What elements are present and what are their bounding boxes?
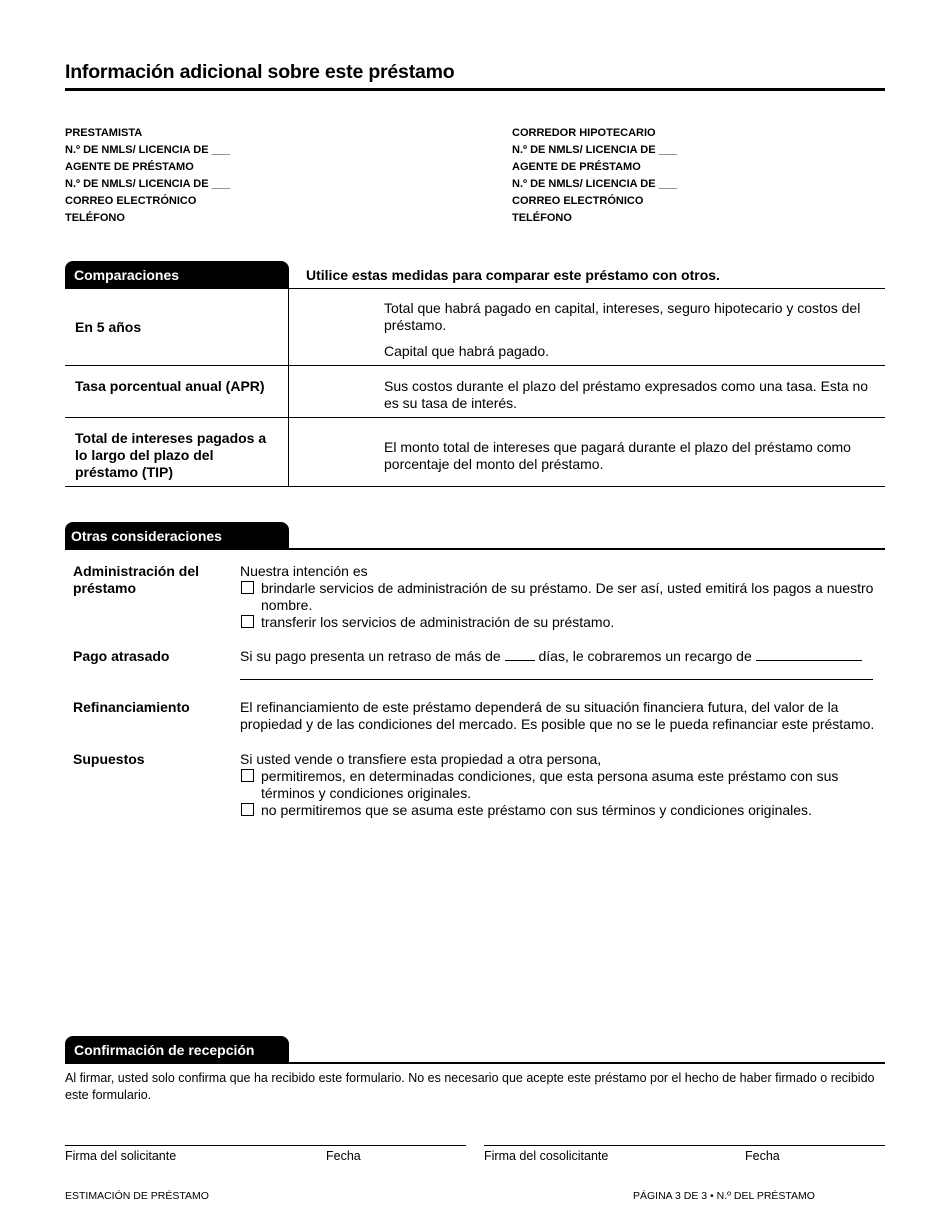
assumption-option-allow (240, 768, 885, 802)
assumption-allow-text: permitiremos, en determinadas condiciones, que esta persona asuma este préstamo con sus términos y condiciones originales. (261, 768, 839, 801)
other-considerations-rule (65, 548, 885, 550)
refinance-label: Refinanciamiento (73, 699, 190, 715)
late-days-blank[interactable] (505, 649, 535, 661)
coapplicant-date-label: Fecha (745, 1149, 780, 1163)
receipt-rule (65, 1062, 885, 1064)
broker-label: CORREDOR HIPOTECARIO (512, 127, 656, 139)
assumption-allow-checkbox[interactable] (241, 769, 254, 782)
servicing-service-checkbox[interactable] (241, 581, 254, 594)
other-considerations-tab: Otras consideraciones (65, 522, 289, 550)
servicing-intro: Nuestra intención es (240, 563, 368, 579)
tip-label: Total de intereses pagados a lo largo del plazo del préstamo (TIP) (75, 430, 267, 480)
applicant-signature-line[interactable] (65, 1145, 466, 1146)
five-years-label: En 5 años (75, 319, 142, 335)
five-years-total-desc: Total que habrá pagado en capital, intereses, seguro hipotecario y costos del préstamo. (384, 300, 861, 333)
broker-officer-label: AGENTE DE PRÉSTAMO (512, 161, 641, 173)
broker-officer-nmls-label: N.º DE NMLS/ LICENCIA DE ___ (512, 178, 677, 190)
comparisons-top-rule (65, 288, 885, 289)
assumption-deny-text: no permitiremos que se asuma este préstamo con sus términos y condiciones originales. (261, 802, 812, 818)
assumption-deny-checkbox[interactable] (241, 803, 254, 816)
footer-form-name: ESTIMACIÓN DE PRÉSTAMO (65, 1190, 209, 1202)
lender-officer-label: AGENTE DE PRÉSTAMO (65, 161, 194, 173)
assumption-intro: Si usted vende o transfiere esta propiedad a otra persona, (240, 751, 602, 767)
servicing-section (240, 563, 885, 631)
broker-contact-block (512, 125, 677, 227)
late-payment-text-b: días, le cobraremos un recargo de (538, 648, 752, 664)
comparisons-column-divider (288, 289, 289, 487)
footer-page-number: PÁGINA 3 DE 3 • N.º DEL PRÉSTAMO (633, 1190, 815, 1202)
assumption-section (240, 751, 885, 819)
late-payment-section (240, 648, 885, 665)
comparisons-row-rule (65, 417, 885, 418)
servicing-transfer-text: transferir los servicios de administración de su préstamo. (261, 614, 615, 630)
comparisons-tab: Comparaciones (65, 261, 289, 289)
title-divider (65, 88, 885, 91)
coapplicant-signature-label: Firma del cosolicitante (484, 1149, 609, 1163)
apr-desc: Sus costos durante el plazo del préstamo expresados como una tasa. Esta no es su tasa de interés. (384, 378, 869, 411)
servicing-label: Administración del préstamo (73, 563, 200, 596)
comparisons-row-rule (65, 365, 885, 366)
lender-nmls-label: N.º DE NMLS/ LICENCIA DE ___ (65, 144, 230, 156)
receipt-tab: Confirmación de recepción (65, 1036, 289, 1064)
coapplicant-signature-line[interactable] (484, 1145, 885, 1146)
lender-officer-nmls-label: N.º DE NMLS/ LICENCIA DE ___ (65, 178, 230, 190)
receipt-text: Al firmar, usted solo confirma que ha recibido este formulario. No es necesario que acepte este préstamo por el hecho de haber firmado o recibido este formulario. (65, 1071, 875, 1102)
broker-nmls-label: N.º DE NMLS/ LICENCIA DE ___ (512, 144, 677, 156)
five-years-principal-desc: Capital que habrá pagado. (384, 343, 550, 359)
servicing-transfer-checkbox[interactable] (241, 615, 254, 628)
broker-email-label: CORREO ELECTRÓNICO (512, 195, 644, 207)
apr-label: Tasa porcentual anual (APR) (75, 378, 265, 394)
broker-phone-label: TELÉFONO (512, 212, 572, 224)
assumption-label: Supuestos (73, 751, 145, 767)
page-title: Información adicional sobre este préstamo (65, 61, 455, 83)
servicing-service-text: brindarle servicios de administración de su préstamo. De ser así, usted emitirá los pagos a nuestro nombre. (261, 580, 874, 613)
lender-contact-block (65, 125, 230, 227)
lender-phone-label: TELÉFONO (65, 212, 125, 224)
servicing-option-service (240, 580, 885, 614)
late-payment-text-a: Si su pago presenta un retraso de más de (240, 648, 501, 664)
comparisons-bottom-rule (65, 486, 885, 487)
late-fee-blank[interactable] (756, 649, 862, 661)
lender-email-label: CORREO ELECTRÓNICO (65, 195, 197, 207)
late-payment-rule (240, 679, 873, 680)
applicant-date-label: Fecha (326, 1149, 361, 1163)
refinance-text: El refinanciamiento de este préstamo dependerá de su situación financiera futura, del valor de la propiedad y de las condiciones del mercado. Es posible que no se le pueda refinanciar este préstamo. (240, 699, 875, 732)
tip-desc: El monto total de intereses que pagará durante el plazo del préstamo como porcentaje del monto del préstamo. (384, 439, 851, 472)
lender-label: PRESTAMISTA (65, 127, 143, 139)
applicant-signature-label: Firma del solicitante (65, 1149, 177, 1163)
servicing-option-transfer (240, 614, 885, 631)
late-payment-label: Pago atrasado (73, 648, 170, 664)
assumption-option-deny (240, 802, 885, 819)
comparisons-header: Utilice estas medidas para comparar este préstamo con otros. (306, 267, 720, 283)
